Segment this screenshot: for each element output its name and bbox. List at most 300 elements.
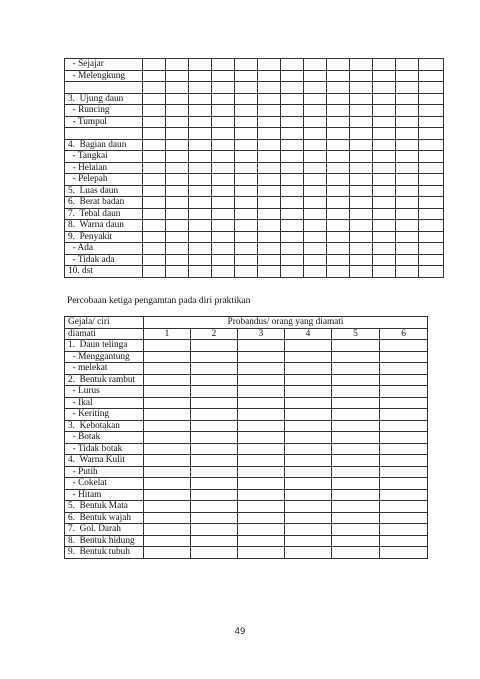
entry-cell[interactable] — [396, 162, 419, 174]
entry-cell[interactable] — [238, 466, 285, 478]
entry-cell[interactable] — [166, 70, 189, 82]
entry-cell[interactable] — [238, 363, 285, 375]
entry-cell[interactable] — [235, 197, 258, 209]
entry-cell[interactable] — [235, 243, 258, 255]
entry-cell[interactable] — [144, 409, 191, 421]
entry-cell[interactable] — [189, 162, 212, 174]
entry-cell[interactable] — [350, 208, 373, 220]
entry-cell[interactable] — [285, 374, 332, 386]
entry-cell[interactable] — [191, 501, 238, 513]
entry-cell[interactable] — [419, 197, 444, 209]
entry-cell[interactable] — [144, 420, 191, 432]
entry-cell[interactable] — [143, 128, 166, 140]
entry-cell[interactable] — [235, 254, 258, 266]
entry-cell[interactable] — [380, 363, 428, 375]
entry-cell[interactable] — [166, 254, 189, 266]
entry-cell[interactable] — [238, 455, 285, 467]
entry-cell[interactable] — [191, 351, 238, 363]
entry-cell[interactable] — [396, 254, 419, 266]
entry-cell[interactable] — [396, 185, 419, 197]
entry-cell[interactable] — [380, 547, 428, 559]
entry-cell[interactable] — [350, 185, 373, 197]
entry-cell[interactable] — [350, 151, 373, 163]
entry-cell[interactable] — [235, 93, 258, 105]
entry-cell[interactable] — [285, 443, 332, 455]
entry-cell[interactable] — [143, 174, 166, 186]
entry-cell[interactable] — [166, 174, 189, 186]
entry-cell[interactable] — [419, 185, 444, 197]
entry-cell[interactable] — [281, 105, 304, 117]
entry-cell[interactable] — [235, 116, 258, 128]
entry-cell[interactable] — [327, 151, 350, 163]
entry-cell[interactable] — [419, 231, 444, 243]
entry-cell[interactable] — [281, 70, 304, 82]
entry-cell[interactable] — [143, 197, 166, 209]
entry-cell[interactable] — [350, 174, 373, 186]
entry-cell[interactable] — [212, 220, 235, 232]
entry-cell[interactable] — [350, 197, 373, 209]
entry-cell[interactable] — [281, 151, 304, 163]
entry-cell[interactable] — [285, 489, 332, 501]
entry-cell[interactable] — [373, 254, 396, 266]
entry-cell[interactable] — [332, 535, 380, 547]
entry-cell[interactable] — [189, 139, 212, 151]
entry-cell[interactable] — [285, 512, 332, 524]
entry-cell[interactable] — [327, 266, 350, 278]
entry-cell[interactable] — [191, 340, 238, 352]
entry-cell[interactable] — [235, 59, 258, 71]
entry-cell[interactable] — [419, 151, 444, 163]
entry-cell[interactable] — [238, 340, 285, 352]
entry-cell[interactable] — [285, 547, 332, 559]
entry-cell[interactable] — [332, 524, 380, 536]
entry-cell[interactable] — [212, 105, 235, 117]
entry-cell[interactable] — [238, 397, 285, 409]
entry-cell[interactable] — [191, 547, 238, 559]
entry-cell[interactable] — [143, 59, 166, 71]
entry-cell[interactable] — [380, 535, 428, 547]
entry-cell[interactable] — [419, 59, 444, 71]
entry-cell[interactable] — [258, 185, 281, 197]
entry-cell[interactable] — [419, 220, 444, 232]
entry-cell[interactable] — [304, 162, 327, 174]
entry-cell[interactable] — [166, 116, 189, 128]
entry-cell[interactable] — [166, 185, 189, 197]
entry-cell[interactable] — [396, 220, 419, 232]
entry-cell[interactable] — [258, 105, 281, 117]
entry-cell[interactable] — [238, 489, 285, 501]
entry-cell[interactable] — [304, 105, 327, 117]
entry-cell[interactable] — [212, 197, 235, 209]
entry-cell[interactable] — [144, 547, 191, 559]
entry-cell[interactable] — [396, 59, 419, 71]
entry-cell[interactable] — [373, 174, 396, 186]
entry-cell[interactable] — [143, 220, 166, 232]
entry-cell[interactable] — [212, 139, 235, 151]
entry-cell[interactable] — [396, 82, 419, 94]
entry-cell[interactable] — [189, 151, 212, 163]
entry-cell[interactable] — [419, 254, 444, 266]
entry-cell[interactable] — [235, 139, 258, 151]
entry-cell[interactable] — [396, 243, 419, 255]
entry-cell[interactable] — [189, 220, 212, 232]
entry-cell[interactable] — [238, 351, 285, 363]
entry-cell[interactable] — [327, 243, 350, 255]
entry-cell[interactable] — [143, 139, 166, 151]
entry-cell[interactable] — [304, 139, 327, 151]
entry-cell[interactable] — [419, 70, 444, 82]
entry-cell[interactable] — [166, 59, 189, 71]
entry-cell[interactable] — [212, 266, 235, 278]
entry-cell[interactable] — [327, 254, 350, 266]
entry-cell[interactable] — [380, 397, 428, 409]
entry-cell[interactable] — [327, 105, 350, 117]
entry-cell[interactable] — [281, 93, 304, 105]
entry-cell[interactable] — [144, 374, 191, 386]
entry-cell[interactable] — [281, 197, 304, 209]
entry-cell[interactable] — [380, 420, 428, 432]
entry-cell[interactable] — [144, 443, 191, 455]
entry-cell[interactable] — [191, 535, 238, 547]
entry-cell[interactable] — [380, 501, 428, 513]
entry-cell[interactable] — [235, 266, 258, 278]
entry-cell[interactable] — [304, 128, 327, 140]
entry-cell[interactable] — [396, 197, 419, 209]
entry-cell[interactable] — [373, 208, 396, 220]
entry-cell[interactable] — [258, 231, 281, 243]
entry-cell[interactable] — [191, 374, 238, 386]
entry-cell[interactable] — [332, 466, 380, 478]
entry-cell[interactable] — [281, 254, 304, 266]
entry-cell[interactable] — [166, 151, 189, 163]
entry-cell[interactable] — [419, 208, 444, 220]
entry-cell[interactable] — [144, 524, 191, 536]
entry-cell[interactable] — [332, 443, 380, 455]
entry-cell[interactable] — [396, 151, 419, 163]
entry-cell[interactable] — [191, 420, 238, 432]
entry-cell[interactable] — [238, 512, 285, 524]
entry-cell[interactable] — [258, 151, 281, 163]
entry-cell[interactable] — [189, 116, 212, 128]
entry-cell[interactable] — [350, 243, 373, 255]
entry-cell[interactable] — [285, 386, 332, 398]
entry-cell[interactable] — [166, 105, 189, 117]
entry-cell[interactable] — [258, 82, 281, 94]
entry-cell[interactable] — [166, 266, 189, 278]
entry-cell[interactable] — [373, 243, 396, 255]
entry-cell[interactable] — [166, 231, 189, 243]
entry-cell[interactable] — [235, 82, 258, 94]
entry-cell[interactable] — [189, 243, 212, 255]
entry-cell[interactable] — [332, 351, 380, 363]
entry-cell[interactable] — [281, 220, 304, 232]
entry-cell[interactable] — [419, 116, 444, 128]
entry-cell[interactable] — [327, 139, 350, 151]
entry-cell[interactable] — [212, 208, 235, 220]
entry-cell[interactable] — [189, 208, 212, 220]
entry-cell[interactable] — [327, 70, 350, 82]
entry-cell[interactable] — [332, 374, 380, 386]
entry-cell[interactable] — [332, 489, 380, 501]
entry-cell[interactable] — [281, 162, 304, 174]
entry-cell[interactable] — [380, 489, 428, 501]
entry-cell[interactable] — [281, 266, 304, 278]
entry-cell[interactable] — [419, 128, 444, 140]
entry-cell[interactable] — [258, 59, 281, 71]
entry-cell[interactable] — [350, 116, 373, 128]
entry-cell[interactable] — [373, 93, 396, 105]
entry-cell[interactable] — [327, 231, 350, 243]
entry-cell[interactable] — [143, 185, 166, 197]
entry-cell[interactable] — [258, 243, 281, 255]
entry-cell[interactable] — [144, 535, 191, 547]
entry-cell[interactable] — [144, 512, 191, 524]
entry-cell[interactable] — [238, 420, 285, 432]
entry-cell[interactable] — [212, 185, 235, 197]
entry-cell[interactable] — [380, 455, 428, 467]
entry-cell[interactable] — [189, 185, 212, 197]
entry-cell[interactable] — [327, 93, 350, 105]
entry-cell[interactable] — [238, 386, 285, 398]
entry-cell[interactable] — [350, 59, 373, 71]
entry-cell[interactable] — [238, 443, 285, 455]
entry-cell[interactable] — [144, 501, 191, 513]
entry-cell[interactable] — [380, 340, 428, 352]
entry-cell[interactable] — [327, 220, 350, 232]
entry-cell[interactable] — [235, 162, 258, 174]
entry-cell[interactable] — [327, 208, 350, 220]
entry-cell[interactable] — [281, 243, 304, 255]
entry-cell[interactable] — [191, 409, 238, 421]
entry-cell[interactable] — [212, 243, 235, 255]
entry-cell[interactable] — [191, 524, 238, 536]
entry-cell[interactable] — [327, 162, 350, 174]
entry-cell[interactable] — [327, 82, 350, 94]
entry-cell[interactable] — [373, 266, 396, 278]
entry-cell[interactable] — [191, 512, 238, 524]
entry-cell[interactable] — [285, 340, 332, 352]
entry-cell[interactable] — [144, 478, 191, 490]
entry-cell[interactable] — [380, 374, 428, 386]
entry-cell[interactable] — [238, 432, 285, 444]
entry-cell[interactable] — [281, 128, 304, 140]
entry-cell[interactable] — [189, 174, 212, 186]
entry-cell[interactable] — [285, 409, 332, 421]
entry-cell[interactable] — [189, 70, 212, 82]
entry-cell[interactable] — [396, 93, 419, 105]
entry-cell[interactable] — [144, 351, 191, 363]
entry-cell[interactable] — [304, 116, 327, 128]
entry-cell[interactable] — [380, 432, 428, 444]
entry-cell[interactable] — [281, 59, 304, 71]
entry-cell[interactable] — [281, 174, 304, 186]
entry-cell[interactable] — [166, 82, 189, 94]
entry-cell[interactable] — [238, 409, 285, 421]
entry-cell[interactable] — [304, 93, 327, 105]
entry-cell[interactable] — [281, 185, 304, 197]
entry-cell[interactable] — [281, 139, 304, 151]
entry-cell[interactable] — [304, 208, 327, 220]
entry-cell[interactable] — [258, 208, 281, 220]
entry-cell[interactable] — [189, 254, 212, 266]
entry-cell[interactable] — [304, 254, 327, 266]
entry-cell[interactable] — [332, 397, 380, 409]
entry-cell[interactable] — [350, 128, 373, 140]
entry-cell[interactable] — [380, 524, 428, 536]
entry-cell[interactable] — [212, 59, 235, 71]
entry-cell[interactable] — [281, 208, 304, 220]
entry-cell[interactable] — [380, 443, 428, 455]
entry-cell[interactable] — [304, 59, 327, 71]
entry-cell[interactable] — [212, 151, 235, 163]
entry-cell[interactable] — [212, 82, 235, 94]
entry-cell[interactable] — [332, 340, 380, 352]
entry-cell[interactable] — [189, 59, 212, 71]
entry-cell[interactable] — [166, 162, 189, 174]
entry-cell[interactable] — [235, 231, 258, 243]
entry-cell[interactable] — [327, 128, 350, 140]
entry-cell[interactable] — [304, 70, 327, 82]
entry-cell[interactable] — [419, 105, 444, 117]
entry-cell[interactable] — [285, 432, 332, 444]
entry-cell[interactable] — [373, 59, 396, 71]
entry-cell[interactable] — [373, 105, 396, 117]
entry-cell[interactable] — [238, 524, 285, 536]
entry-cell[interactable] — [327, 185, 350, 197]
entry-cell[interactable] — [373, 231, 396, 243]
entry-cell[interactable] — [285, 524, 332, 536]
entry-cell[interactable] — [144, 340, 191, 352]
entry-cell[interactable] — [350, 266, 373, 278]
entry-cell[interactable] — [189, 82, 212, 94]
entry-cell[interactable] — [258, 197, 281, 209]
entry-cell[interactable] — [332, 512, 380, 524]
entry-cell[interactable] — [373, 82, 396, 94]
entry-cell[interactable] — [350, 82, 373, 94]
entry-cell[interactable] — [143, 243, 166, 255]
entry-cell[interactable] — [235, 105, 258, 117]
entry-cell[interactable] — [144, 432, 191, 444]
entry-cell[interactable] — [212, 70, 235, 82]
entry-cell[interactable] — [238, 478, 285, 490]
entry-cell[interactable] — [350, 220, 373, 232]
entry-cell[interactable] — [304, 266, 327, 278]
entry-cell[interactable] — [235, 208, 258, 220]
entry-cell[interactable] — [396, 116, 419, 128]
entry-cell[interactable] — [166, 139, 189, 151]
entry-cell[interactable] — [380, 478, 428, 490]
entry-cell[interactable] — [373, 220, 396, 232]
entry-cell[interactable] — [143, 82, 166, 94]
entry-cell[interactable] — [350, 139, 373, 151]
entry-cell[interactable] — [191, 478, 238, 490]
entry-cell[interactable] — [285, 535, 332, 547]
entry-cell[interactable] — [143, 70, 166, 82]
entry-cell[interactable] — [235, 220, 258, 232]
entry-cell[interactable] — [332, 420, 380, 432]
entry-cell[interactable] — [143, 93, 166, 105]
entry-cell[interactable] — [191, 489, 238, 501]
entry-cell[interactable] — [373, 162, 396, 174]
entry-cell[interactable] — [143, 162, 166, 174]
entry-cell[interactable] — [419, 243, 444, 255]
entry-cell[interactable] — [419, 139, 444, 151]
entry-cell[interactable] — [332, 478, 380, 490]
entry-cell[interactable] — [396, 174, 419, 186]
entry-cell[interactable] — [191, 386, 238, 398]
entry-cell[interactable] — [258, 116, 281, 128]
entry-cell[interactable] — [332, 386, 380, 398]
entry-cell[interactable] — [332, 547, 380, 559]
entry-cell[interactable] — [212, 128, 235, 140]
entry-cell[interactable] — [238, 374, 285, 386]
entry-cell[interactable] — [327, 59, 350, 71]
entry-cell[interactable] — [350, 105, 373, 117]
entry-cell[interactable] — [281, 116, 304, 128]
entry-cell[interactable] — [235, 174, 258, 186]
entry-cell[interactable] — [235, 128, 258, 140]
entry-cell[interactable] — [238, 501, 285, 513]
entry-cell[interactable] — [281, 231, 304, 243]
entry-cell[interactable] — [396, 231, 419, 243]
entry-cell[interactable] — [285, 478, 332, 490]
entry-cell[interactable] — [373, 128, 396, 140]
entry-cell[interactable] — [380, 351, 428, 363]
entry-cell[interactable] — [212, 174, 235, 186]
entry-cell[interactable] — [166, 128, 189, 140]
entry-cell[interactable] — [350, 162, 373, 174]
entry-cell[interactable] — [144, 455, 191, 467]
entry-cell[interactable] — [258, 139, 281, 151]
entry-cell[interactable] — [396, 208, 419, 220]
entry-cell[interactable] — [212, 93, 235, 105]
entry-cell[interactable] — [189, 266, 212, 278]
entry-cell[interactable] — [143, 116, 166, 128]
entry-cell[interactable] — [166, 220, 189, 232]
entry-cell[interactable] — [380, 466, 428, 478]
entry-cell[interactable] — [373, 70, 396, 82]
entry-cell[interactable] — [304, 151, 327, 163]
entry-cell[interactable] — [373, 185, 396, 197]
entry-cell[interactable] — [144, 386, 191, 398]
entry-cell[interactable] — [332, 363, 380, 375]
entry-cell[interactable] — [350, 70, 373, 82]
entry-cell[interactable] — [327, 197, 350, 209]
entry-cell[interactable] — [373, 116, 396, 128]
entry-cell[interactable] — [189, 105, 212, 117]
entry-cell[interactable] — [258, 266, 281, 278]
entry-cell[interactable] — [327, 174, 350, 186]
entry-cell[interactable] — [189, 128, 212, 140]
entry-cell[interactable] — [419, 266, 444, 278]
entry-cell[interactable] — [166, 243, 189, 255]
entry-cell[interactable] — [332, 501, 380, 513]
entry-cell[interactable] — [191, 466, 238, 478]
entry-cell[interactable] — [144, 489, 191, 501]
entry-cell[interactable] — [189, 197, 212, 209]
entry-cell[interactable] — [419, 82, 444, 94]
entry-cell[interactable] — [380, 386, 428, 398]
entry-cell[interactable] — [304, 231, 327, 243]
entry-cell[interactable] — [350, 254, 373, 266]
entry-cell[interactable] — [189, 93, 212, 105]
entry-cell[interactable] — [143, 254, 166, 266]
entry-cell[interactable] — [212, 162, 235, 174]
entry-cell[interactable] — [332, 432, 380, 444]
entry-cell[interactable] — [166, 197, 189, 209]
entry-cell[interactable] — [143, 208, 166, 220]
entry-cell[interactable] — [258, 128, 281, 140]
